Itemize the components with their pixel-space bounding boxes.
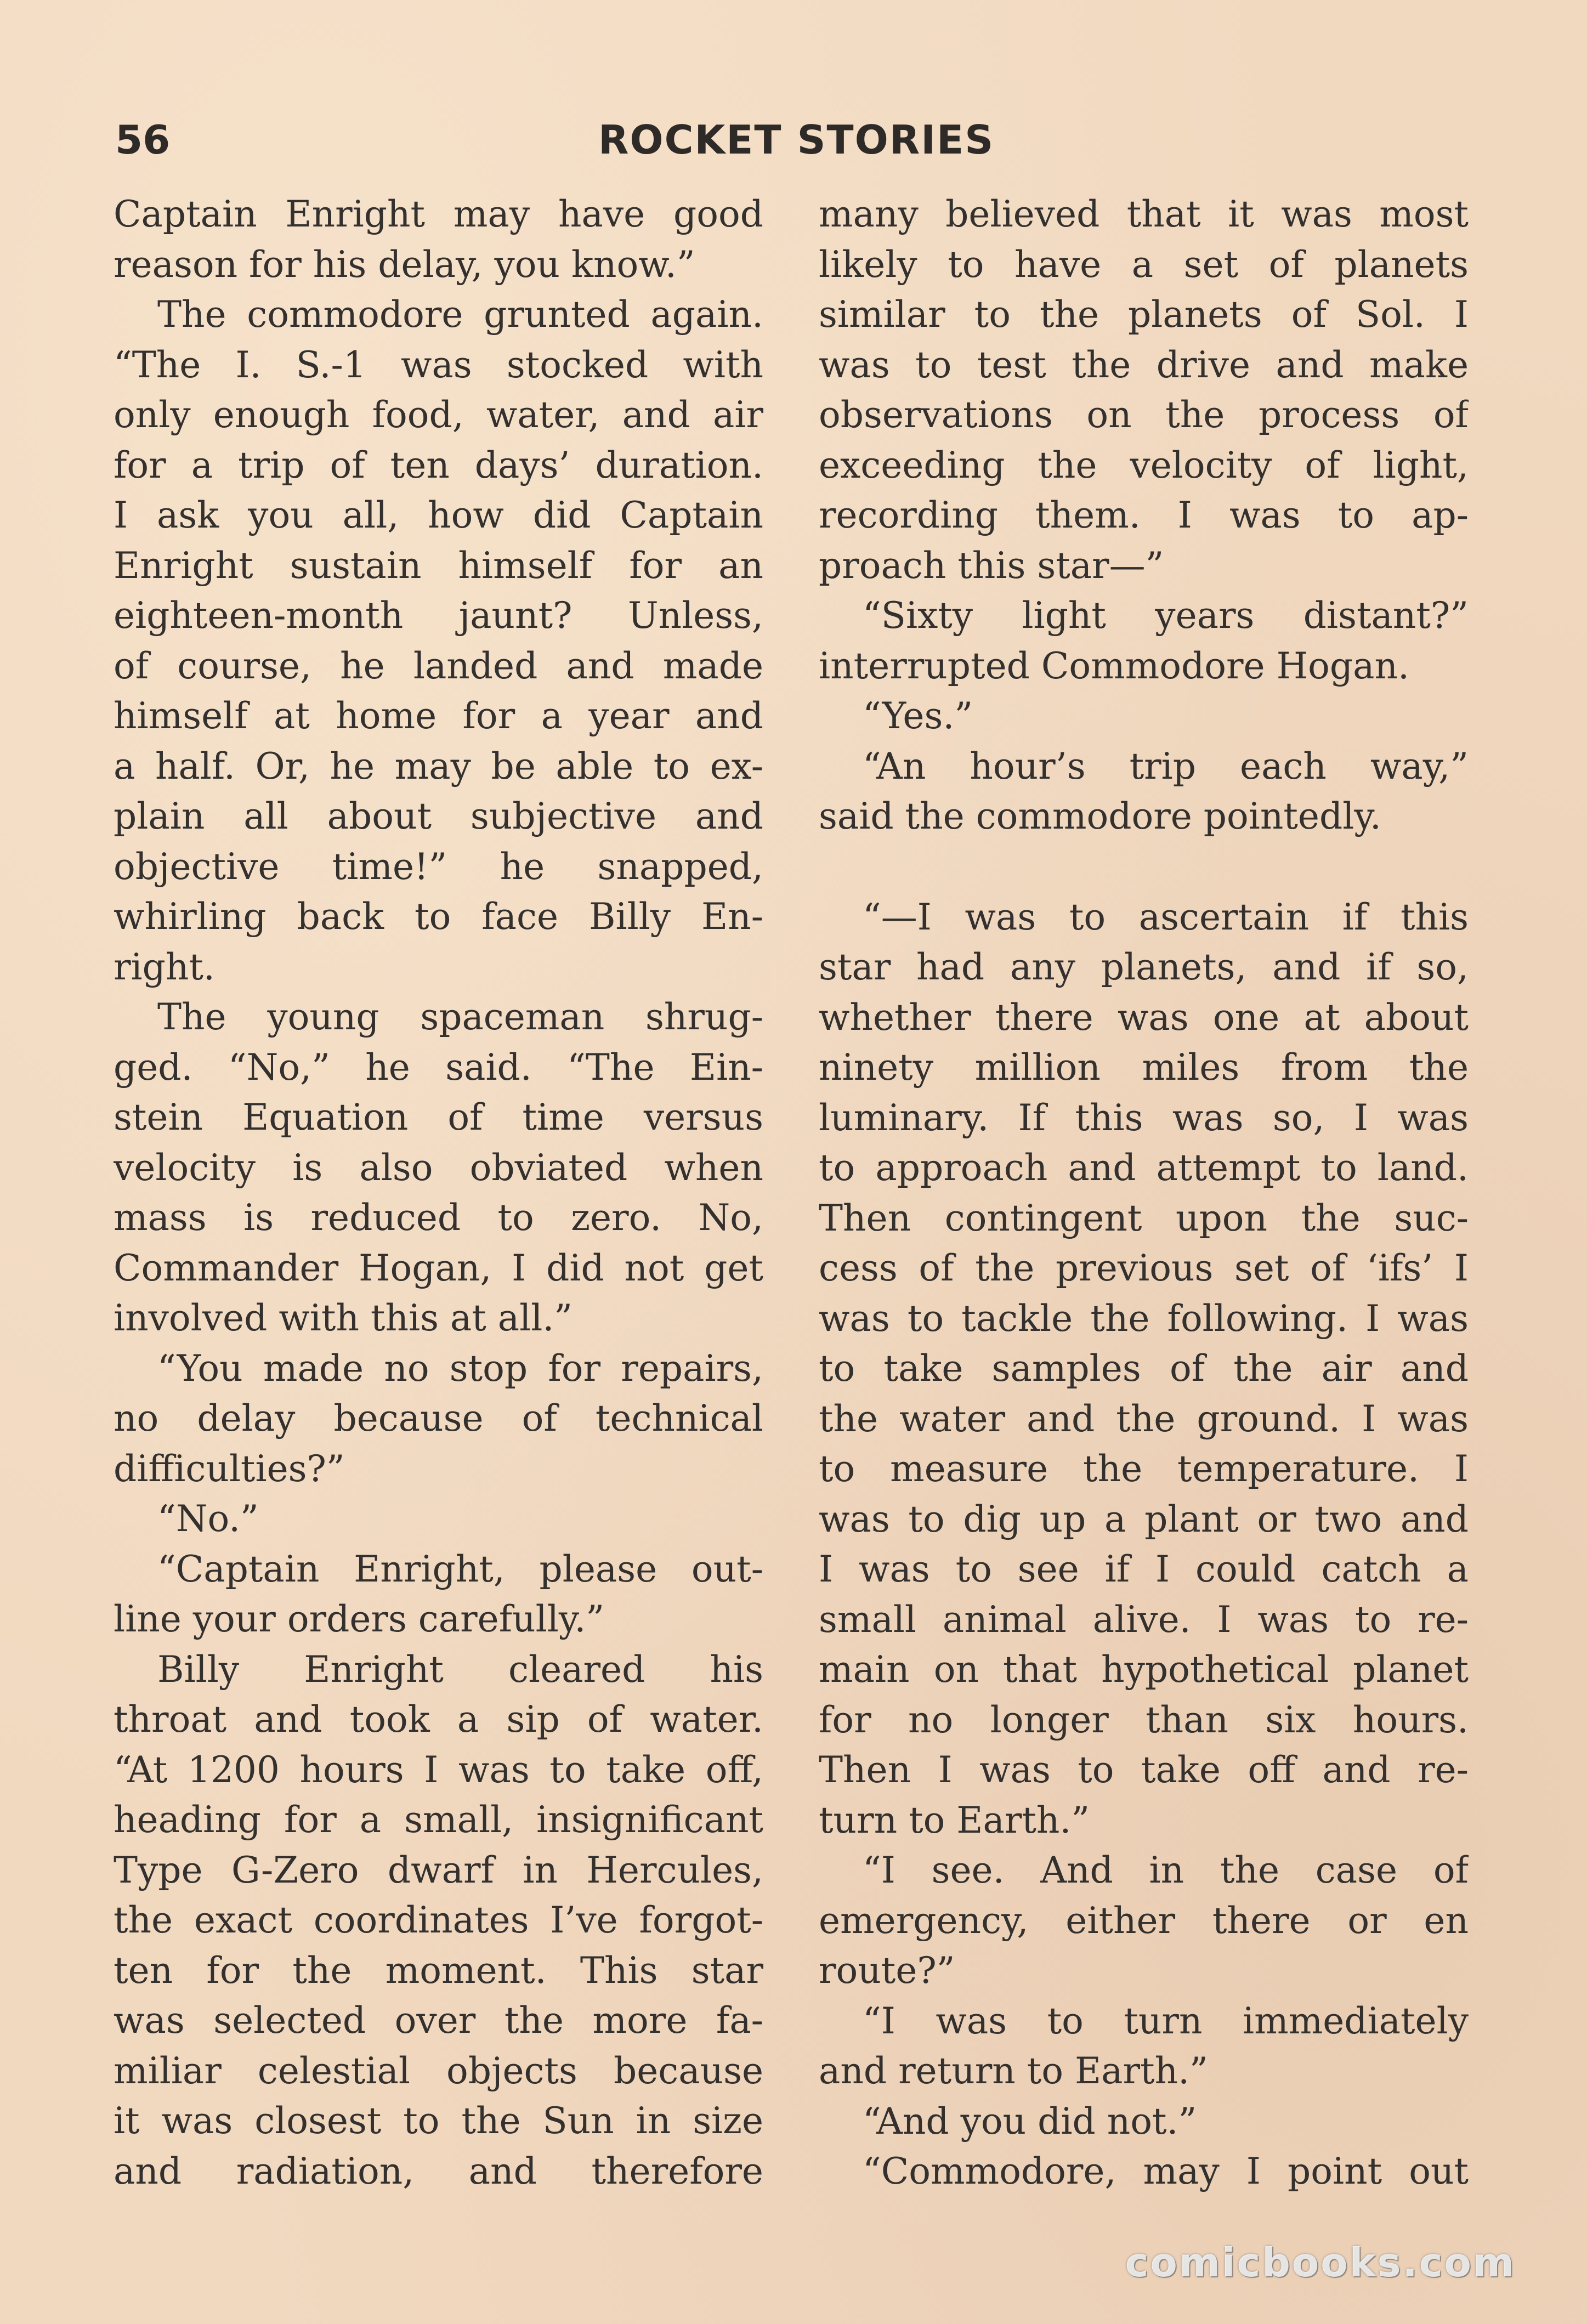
text-line: Billy Enright cleared his (157, 1648, 763, 1691)
text-line: recording them. I was to ap- (819, 494, 1469, 536)
text-line: and return to Earth.” (819, 2050, 1208, 2092)
text-line: The commodore grunted again. (157, 293, 763, 336)
text-line: observations on the process of (819, 394, 1469, 436)
text-line: “You made no stop for repairs, (157, 1347, 763, 1390)
text-column-left (114, 189, 763, 2196)
text-line: likely to have a set of planets (819, 243, 1469, 286)
text-line: exceeding the velocity of light, (819, 444, 1469, 486)
text-line: difficulties?” (114, 1447, 345, 1490)
text-line: ten for the moment. This star (114, 1949, 763, 1992)
text-line: himself at home for a year and (114, 695, 763, 737)
text-line: similar to the planets of Sol. I (819, 293, 1469, 336)
text-line: right. (114, 945, 215, 988)
text-line: Type G-Zero dwarf in Hercules, (114, 1849, 763, 1891)
text-line: eighteen-month jaunt? Unless, (114, 594, 763, 637)
text-line: small animal alive. I was to re- (819, 1598, 1469, 1641)
text-line: a half. Or, he may be able to ex- (114, 745, 763, 787)
text-line: “I see. And in the case of (863, 1849, 1469, 1891)
text-line: cess of the previous set of ‘ifs’ I (819, 1247, 1469, 1289)
text-line: objective time!” he snapped, (114, 845, 763, 888)
text-line: and radiation, and therefore (114, 2150, 763, 2192)
text-line: “—I was to ascertain if this (863, 895, 1469, 938)
text-line: luminary. If this was so, I was (819, 1096, 1469, 1139)
text-column-right (819, 189, 1469, 2197)
text-line: whether there was one at about (819, 996, 1469, 1039)
page-number: 56 (115, 117, 171, 163)
text-line: of course, he landed and made (114, 644, 763, 687)
text-line: route?” (819, 1949, 955, 1992)
text-line: no delay because of technical (114, 1397, 763, 1439)
text-line: Then I was to take off and re- (819, 1749, 1469, 1791)
text-line: Captain Enright may have good (114, 193, 763, 235)
text-line: stein Equation of time versus (114, 1096, 763, 1138)
running-title: ROCKET STORIES (598, 117, 995, 163)
text-line: was to dig up a plant or two and (819, 1498, 1469, 1540)
text-line: to measure the temperature. I (819, 1448, 1469, 1490)
text-line: proach this star—” (819, 544, 1164, 587)
text-line: throat and took a sip of water. (114, 1698, 763, 1741)
text-line: “At 1200 hours I was to take off, (114, 1748, 763, 1791)
text-line: the exact coordinates I’ve forgot- (114, 1899, 763, 1941)
text-line: I was to see if I could catch a (819, 1548, 1469, 1590)
text-line: only enough food, water, and air (114, 394, 763, 436)
text-line: reason for his delay, you know.” (114, 243, 695, 286)
text-line: main on that hypothetical planet (819, 1648, 1469, 1691)
text-line: “And you did not.” (863, 2100, 1197, 2142)
text-line: was selected over the more fa- (114, 1999, 763, 2042)
text-line: “No.” (157, 1498, 259, 1540)
text-line: heading for a small, insignificant (114, 1799, 763, 1841)
text-line: involved with this at all.” (114, 1297, 573, 1339)
text-line: “Yes.” (863, 695, 973, 737)
text-line: for a trip of ten days’ duration. (114, 444, 763, 486)
text-line: I ask you all, how did Captain (114, 494, 763, 536)
text-line: “I was to turn immediately (863, 1999, 1469, 2042)
watermark: comicbooks.com (1125, 2240, 1516, 2286)
text-line: ninety million miles from the (819, 1046, 1469, 1089)
text-line: “Captain Enright, please out- (157, 1548, 763, 1590)
text-line: “Commodore, may I point out (863, 2150, 1469, 2192)
text-line: star had any planets, and if so, (819, 946, 1469, 988)
text-line: for no longer than six hours. (819, 1698, 1469, 1741)
text-line: it was closest to the Sun in size (114, 2100, 763, 2142)
text-line: interrupted Commodore Hogan. (819, 644, 1409, 687)
text-line: The young spaceman shrug- (157, 996, 763, 1038)
text-line: to approach and attempt to land. (819, 1147, 1469, 1189)
text-line: was to test the drive and make (819, 343, 1469, 386)
text-line: turn to Earth.” (819, 1799, 1090, 1841)
text-line: miliar celestial objects because (114, 2049, 763, 2092)
paragraph-break (819, 842, 1469, 892)
text-line: Commander Hogan, I did not get (114, 1246, 763, 1289)
text-line: line your orders carefully.” (114, 1598, 605, 1640)
text-line: “An hour’s trip each way,” (863, 745, 1469, 787)
text-line: was to tackle the following. I was (819, 1297, 1469, 1340)
text-line: many believed that it was most (819, 193, 1469, 235)
text-line: “The I. S.-1 was stocked with (114, 343, 763, 386)
text-line: emergency, either there or en (819, 1899, 1469, 1942)
text-line: plain all about subjective and (114, 795, 763, 837)
text-line: mass is reduced to zero. No, (114, 1197, 763, 1239)
text-line: to take samples of the air and (819, 1347, 1469, 1390)
page-header (115, 112, 1477, 167)
text-line: the water and the ground. I was (819, 1397, 1469, 1440)
text-line: said the commodore pointedly. (819, 795, 1381, 837)
text-line: whirling back to face Billy En- (114, 895, 763, 938)
text-line: ged. “No,” he said. “The Ein- (114, 1046, 763, 1089)
text-line: “Sixty light years distant?” (863, 594, 1469, 637)
text-line: Enright sustain himself for an (114, 544, 763, 587)
text-line: velocity is also obviated when (114, 1146, 763, 1189)
text-line: Then contingent upon the suc- (819, 1197, 1469, 1239)
